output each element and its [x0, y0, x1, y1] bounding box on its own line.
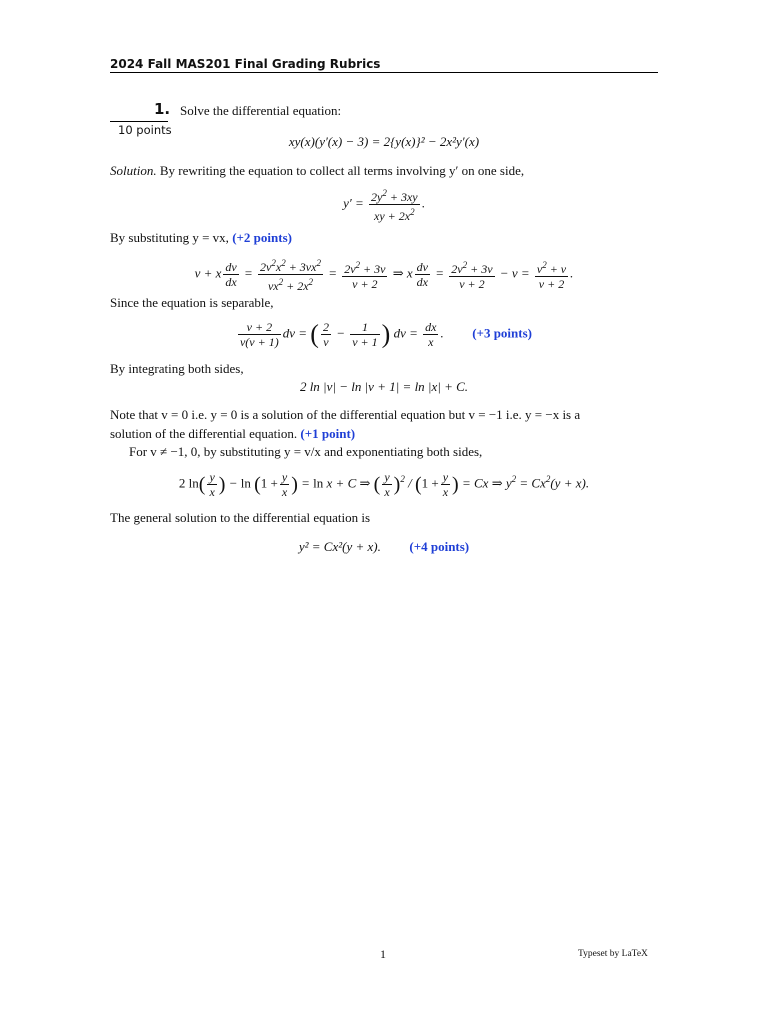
- problem-points: 10 points: [118, 123, 172, 137]
- points-badge-general: (+4 points): [409, 539, 470, 554]
- equation-substitution: v + x $\frac{dv}{dx}$ = $\frac{2v^2x^2 + 3vx^2}{vx^2 + 2x^2}$ = $\frac{2v^2 + 3v}{v + 2}$ ⇒ x $\frac{dv}{dx}$ = $\frac{2v^2 + 3v}{v + 2}$ − v = $\frac{v^2 + v}{v + 2}$ .: [194, 258, 574, 293]
- note-line-2-text: solution of the differential equation.: [110, 426, 298, 441]
- problem-number-rule: [110, 121, 168, 122]
- note-line-2: [110, 425, 660, 443]
- note-line-1: Note that v = 0 i.e. y = 0 is a solution of the differential equation but v = −1 i.e. y = −x is a: [110, 407, 581, 422]
- solution-label: Solution.: [110, 163, 157, 178]
- points-badge-separable: (+3 points): [472, 325, 532, 341]
- general-solution-line: [110, 539, 658, 555]
- equation-yprime: y′ = $\frac{2y^2 + 3xy}{xy + 2x^2}$ .: [343, 188, 425, 223]
- general-solution-text: The general solution to the differential equation is: [110, 510, 371, 525]
- solution-intro-text: By rewriting the equation to collect all terms involving y′ on one side,: [159, 163, 525, 178]
- for-v-text: For v ≠ −1, 0, by substituting y = v/x and exponentiating both sides,: [129, 444, 483, 459]
- problem-prompt: Solve the differential equation:: [180, 103, 342, 118]
- header-rule: [110, 72, 658, 73]
- substitution-line: [110, 229, 660, 247]
- points-badge-note: (+1 point): [300, 426, 356, 441]
- points-badge-substitute: (+2 points): [232, 230, 292, 245]
- equation-exponentiate: 2 ln( $\frac{y}{x}$ ) − ln (1 + $\frac{y}{x}$ ) = ln x + C ⇒ ( $\frac{y}{x}$ )$^2$ / (1 + $\frac{y}{x}$ ) = Cx ⇒ $y^2 = Cx^2(y + x)$.: [178, 470, 590, 499]
- typeset-note: Typeset by LaTeX: [578, 949, 648, 959]
- substitution-text: By substituting y = vx,: [110, 230, 229, 245]
- problem-number: 1.: [154, 100, 171, 118]
- integrating-text: By integrating both sides,: [110, 361, 244, 376]
- solution-intro: [110, 162, 660, 180]
- document-header-title: 2024 Fall MAS201 Final Grading Rubrics: [110, 57, 381, 71]
- page-number: 1: [380, 947, 386, 961]
- integral-equation: 2 ln |v| − ln |v + 1| = ln |x| + C.: [299, 379, 469, 394]
- equation-separable: $\frac{v + 2}{v(v + 1)}$ dv = ( $\frac{2}{v}$ − $\frac{1}{v + 1}$ ) dv = $\frac{dx}{x}$ . (+3 points): [239, 319, 532, 349]
- general-solution-equation: y² = Cx²(y + x).: [298, 539, 381, 554]
- problem-equation: xy(x)(y′(x) − 3) = 2{y(x)}² − 2x²y′(x): [288, 134, 480, 149]
- separable-text: Since the equation is separable,: [110, 295, 274, 310]
